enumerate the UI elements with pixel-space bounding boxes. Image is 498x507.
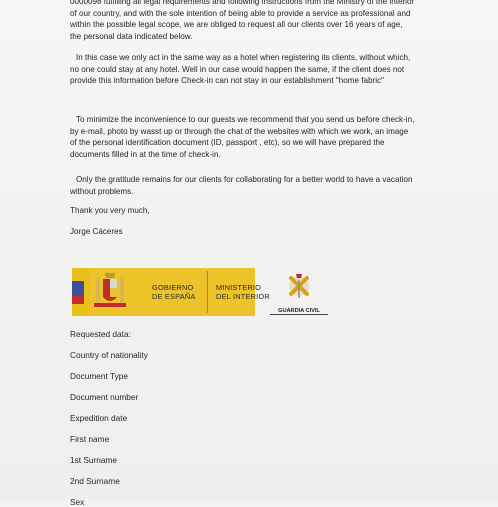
field-label: Document number	[70, 392, 139, 402]
guardia-civil-logo	[270, 272, 328, 318]
field-label: Sex	[70, 497, 85, 507]
guardia-civil-label: GUARDIA CIVIL	[270, 308, 328, 315]
letter-paragraph-2: In this case we only act in the same way as a hotel when registering its clients, without which, no one could stay at any hotel. Well in our case would happen the same, if the client does not provide this information before Check-in can not stay in our establishment "home fabric"	[70, 53, 411, 85]
letter-paragraph-3: To minimize the inconvenience to our guests we recommend that you send us before check-in, by e-mail, photo by wasst up or through the chat of the websites with which we work, an image of the personal identification document (ID, passport , etc), so we will have prepared the documents filled in at the time of check-in.	[70, 115, 415, 159]
field-label: Country of nationality	[70, 350, 148, 360]
field-label: Document Type	[70, 371, 128, 381]
guardia-civil-emblem-icon	[270, 272, 328, 308]
field-label: Expedition date	[70, 413, 128, 423]
closing-thanks: Thank you very much,	[70, 206, 150, 215]
letter-paragraph-4: Only the gratitude remains for our clients for collaborating for a better world to have a vacation without problems.	[70, 175, 413, 196]
spain-coat-of-arms-icon	[94, 271, 126, 313]
requested-data-title: Requested data:	[70, 329, 131, 339]
letter-paragraph-1: 0000098 fulfilling all legal requirements and following instructions from the Ministry of the interior of our country, and with the sole intention of being able to provide a service as professional and within the possible legal scope, we are obliged to request all our clients over 16 years of age, the personal data indicated below.	[70, 0, 415, 41]
field-label: 2nd Surname	[70, 476, 120, 486]
gobierno-label: GOBIERNO DE ESPAÑA	[152, 283, 196, 301]
gobierno-logo	[90, 268, 270, 316]
ministerio-label: MINISTERIO DEL INTERIOR	[216, 283, 270, 301]
signature-name: Jorge Cáceres	[70, 227, 123, 236]
field-label: First name	[70, 434, 110, 444]
government-logos	[72, 268, 332, 318]
field-label: 1st Surname	[70, 455, 118, 465]
